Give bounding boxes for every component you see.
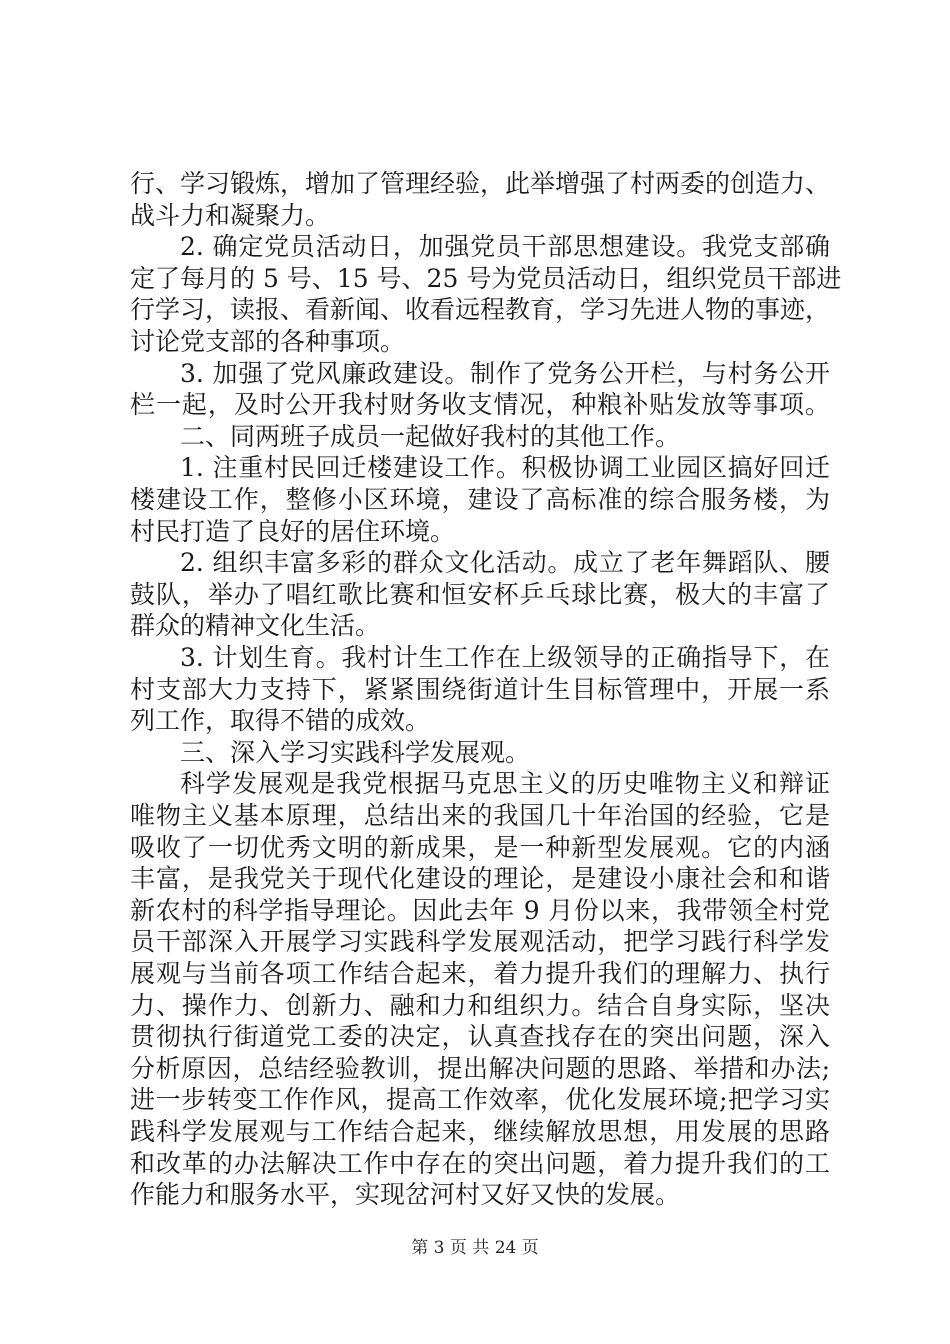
section-heading: 二、同两班子成员一起做好我村的其他工作。 [180,421,681,451]
paragraph-line: 3. 计划生育。我村计生工作在上级领导的正确指导下，在 [180,643,830,672]
paragraph-line: 鼓队，举办了唱红歌比赛和恒安杯乒乓球比赛，极大的丰富了 [130,579,830,609]
paragraph-line: 行、学习锻炼，增加了管理经验，此举增强了村两委的创造力、 [130,169,831,198]
paragraph-line: 展观与当前各项工作结合起来，着力提升我们的理解力、执行 [130,959,830,988]
paragraph-line: 2. 确定党员活动日，加强党员干部思想建设。我党支部确 [180,232,830,262]
paragraph-line: 科学发展观是我党根据马克思主义的历史唯物主义和辩证 [180,769,830,799]
paragraph-line: 村支部大力支持下，紧紧围绕街道计生目标管理中，开展一系 [130,674,830,704]
paragraph-line: 楼建设工作，整修小区环境，建设了高标准的综合服务楼，为 [130,485,830,514]
paragraph-line: 讨论党支部的各种事项。 [130,327,406,356]
paragraph-line: 进一步转变工作作风，提高工作效率，优化发展环境;把学习实 [130,1085,830,1115]
paragraph-line: 列工作，取得不错的成效。 [130,706,431,736]
paragraph-line: 员干部深入开展学习实践科学发展观活动，把学习践行科学发 [130,927,830,957]
paragraph-line: 群众的精神文化生活。 [130,611,381,641]
paragraph-line: 唯物主义基本原理，总结出来的我国几十年治国的经验，它是 [130,801,830,830]
paragraph-line: 作能力和服务水平，实现岔河村又好又快的发展。 [130,1180,681,1210]
paragraph-line: 村民打造了良好的居住环境。 [130,516,456,546]
paragraph-line: 贯彻执行街道党工委的决定，认真查找存在的突出问题，深入 [130,1022,830,1052]
paragraph-line: 吸收了一切优秀文明的新成果，是一种新型发展观。它的内涵 [130,832,830,862]
page-number-footer: 第 3 页 共 24 页 [411,1238,539,1258]
section-heading: 三、深入学习实践科学发展观。 [180,737,531,767]
paragraph-line: 和改革的办法解决工作中存在的突出问题，着力提升我们的工 [130,1148,830,1178]
paragraph-line: 3. 加强了党风廉政建设。制作了党务公开栏，与村务公开 [180,358,830,388]
paragraph-line: 战斗力和凝聚力。 [130,200,331,230]
paragraph-line: 分析原因，总结经验教训，提出解决问题的思路、举措和办法; [130,1053,830,1083]
paragraph-line: 践科学发展观与工作结合起来，继续解放思想，用发展的思路 [130,1117,830,1146]
paragraph-line: 栏一起，及时公开我村财务收支情况，种粮补贴发放等事项。 [130,390,830,420]
paragraph-line: 定了每月的 5 号、15 号、25 号为党员活动日，组织党员干部进 [130,263,842,293]
paragraph-line: 丰富，是我党关于现代化建设的理论，是建设小康社会和和谐 [130,864,830,894]
paragraph-line: 力、操作力、创新力、融和力和组织力。结合自身实际，坚决 [130,990,830,1020]
paragraph-line: 2. 组织丰富多彩的群众文化活动。成立了老年舞蹈队、腰 [180,548,830,578]
paragraph-line: 新农村的科学指导理论。因此去年 9 月份以来，我带领全村党 [130,895,830,925]
paragraph-line: 1. 注重村民回迁楼建设工作。积极协调工业园区搞好回迁 [180,453,830,483]
paragraph-line: 行学习，读报、看新闻、收看远程教育，学习先进人物的事迹， [130,295,831,325]
